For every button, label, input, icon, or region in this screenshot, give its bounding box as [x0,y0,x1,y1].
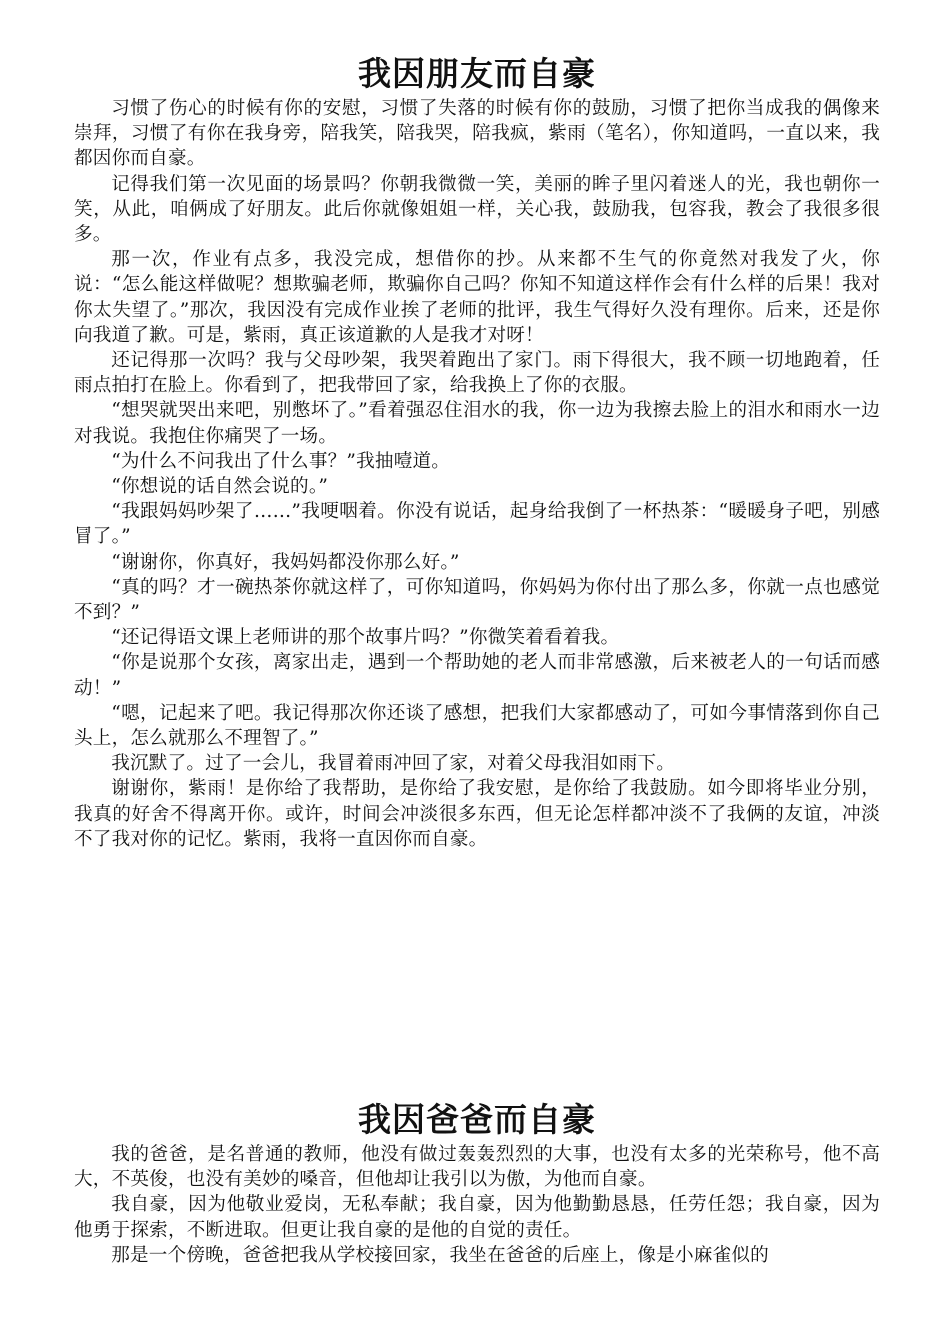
paragraph: 谢谢你，紫雨！是你给了我帮助，是你给了我安慰，是你给了我鼓励。如今即将毕业分别，我真的好舍不得离开你。或许，时间会冲淡很多东西，但无论怎样都冲淡不了我俩的友谊，冲淡不了我对你的记忆。紫雨，我将一直因你而自豪。 [74,778,880,850]
essay-friend [74,52,880,852]
paragraph: 那是一个傍晚，爸爸把我从学校接回家，我坐在爸爸的后座上，像是小麻雀似的 [111,1244,769,1266]
paragraph: “想哭就哭出来吧，别憋坏了。”看着强忍住泪水的我，你一边为我擦去脸上的泪水和雨水一边对我说。我抱住你痛哭了一场。 [74,400,880,447]
essay-title: 我因朋友而自豪 [358,54,596,93]
paragraph: 还记得那一次吗？我与父母吵架，我哭着跑出了家门。雨下得很大，我不顾一切地跑着，任雨点拍打在脸上。你看到了，把我带回了家，给我换上了你的衣服。 [74,350,880,397]
paragraph: 习惯了伤心的时候有你的安慰，习惯了失落的时候有你的鼓励，习惯了把你当成我的偶像来崇拜，习惯了有你在我身旁，陪我笑，陪我哭，陪我疯，紫雨（笔名），你知道吗，一直以来，我都因你而自豪。 [74,98,880,170]
essay-father [74,1098,880,1268]
paragraph: “真的吗？才一碗热茶你就这样了，可你知道吗，你妈妈为你付出了那么多，你就一点也感觉不到？” [74,576,880,624]
paragraph: “嗯，记起来了吧。我记得那次你还谈了感想，把我们大家都感动了，可如今事情落到你自己头上，怎么就那么不理智了。” [74,702,880,750]
paragraph: “谢谢你，你真好，我妈妈都没你那么好。” [111,551,460,573]
paragraph: 那一次，作业有点多，我没完成，想借你的抄。从来都不生气的你竟然对我发了火，你说：“怎么能这样做呢？想欺骗老师，欺骗你自己吗？你知不知道这样作会有什么样的后果！我对你太失望了。”那次，我因没有完成作业挨了老师的批评，我生气得好久没有理你。后来，还是你向我道了歉。可是，紫雨，真正该道歉的人是我才对呀！ [74,249,880,346]
paragraph: 我沉默了。过了一会儿，我冒着雨冲回了家，对着父母我泪如雨下。 [111,753,676,775]
paragraph: “为什么不问我出了什么事？”我抽噎道。 [111,450,451,472]
essay-title: 我因爸爸而自豪 [358,1100,596,1139]
paragraph: “还记得语文课上老师讲的那个故事片吗？”你微笑着看着我。 [111,627,620,649]
paragraph: “我跟妈妈吵架了……”我哽咽着。你没有说话，起身给我倒了一杯热茶：“暖暖身子吧，别感冒了。” [74,501,880,548]
paragraph: 记得我们第一次见面的场景吗？你朝我微微一笑，美丽的眸子里闪着迷人的光，我也朝你一笑，从此，咱俩成了好朋友。此后你就像姐姐一样，关心我，鼓励我，包容我，教会了我很多很多。 [74,173,880,246]
paragraph: 我自豪，因为他敬业爱岗，无私奉献；我自豪，因为他勤勤恳恳，任劳任怨；我自豪，因为他勇于探索，不断进取。但更让我自豪的是他的自觉的责任。 [74,1194,880,1241]
paragraph: “你想说的话自然会说的。” [111,476,329,498]
paragraph: “你是说那个女孩，离家出走，遇到一个帮助她的老人而非常感激，后来被老人的一句话而感动！” [74,652,880,699]
paragraph: 我的爸爸，是名普通的教师，他没有做过轰轰烈烈的大事，也没有太多的光荣称号，他不高大，不英俊，也没有美妙的嗓音，但他却让我引以为傲，为他而自豪。 [74,1144,880,1191]
